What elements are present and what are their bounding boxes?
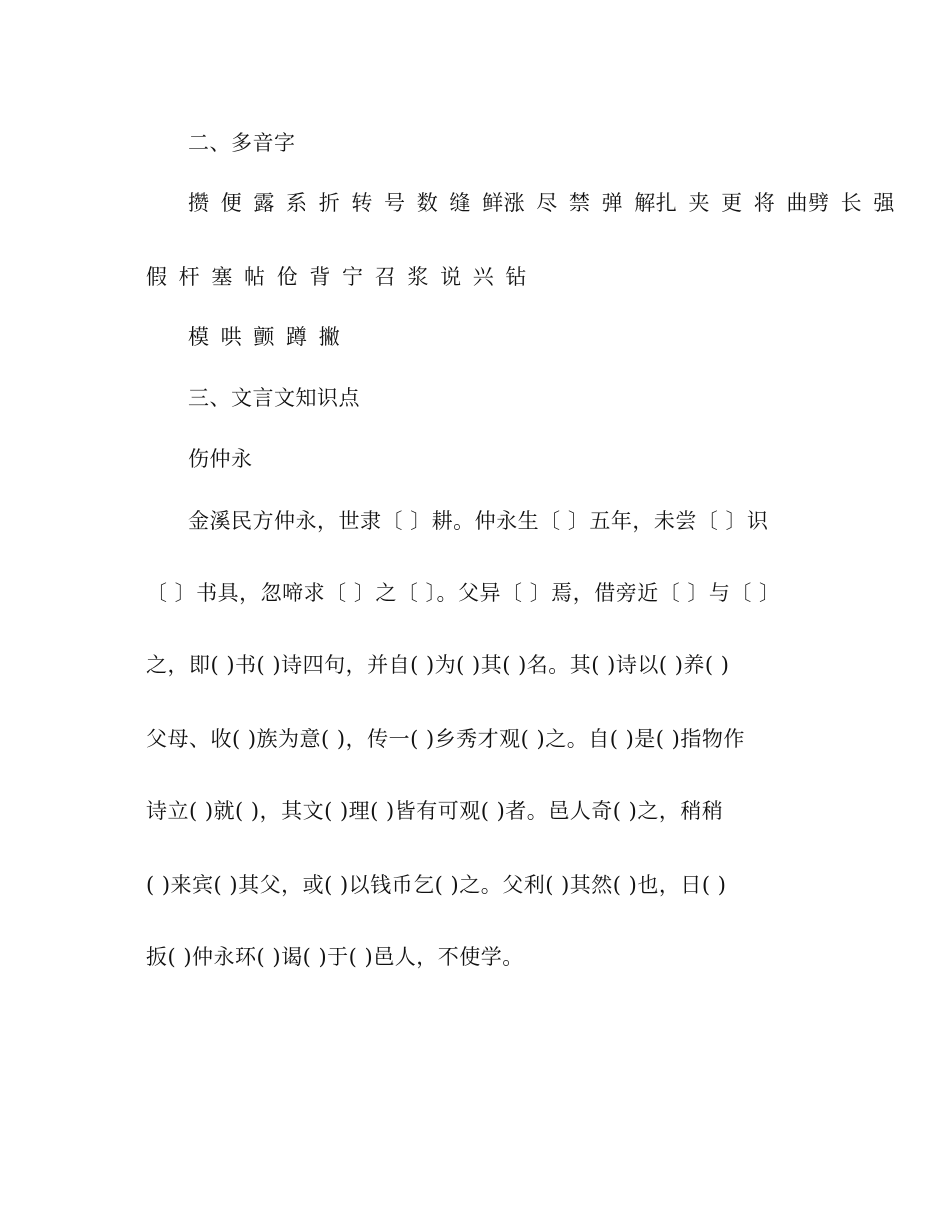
passage-line-6: ( )来宾( )其父，或( )以钱币乞( )之。父利( )其然( )也，日( )	[146, 873, 727, 897]
polyphonic-chars-line-3: 模 哄 颤 蹲 撇	[188, 325, 341, 349]
passage-line-4: 父母、收( )族为意( )，传一( )乡秀才观( )之。自( )是( )指物作	[146, 727, 745, 751]
passage-line-1: 金溪民方仲永，世隶〔 〕耕。仲永生〔 〕五年，未尝〔 〕识	[188, 509, 769, 533]
passage-line-3: 之，即( )书( )诗四句，并自( )为( )其( )名。其( )诗以( )养( )	[146, 653, 730, 677]
passage-line-5: 诗立( )就( )，其文( )理( )皆有可观( )者。邑人奇( )之，稍稍	[146, 799, 724, 823]
passage-line-7: 扳( )仲永环( )谒( )于( )邑人，不使学。	[146, 945, 524, 969]
passage-line-2: 〔 〕书具，忽啼求〔 〕之〔 〕。父异〔 〕焉，借旁近〔 〕与〔 〕	[146, 581, 781, 605]
passage-title: 伤仲永	[188, 447, 253, 471]
polyphonic-chars-line-1: 攒 便 露 系 折 转 号 数 缝 鲜涨 尽 禁 弹 解扎 夹 更 将 曲劈 长 强	[188, 191, 895, 215]
polyphonic-chars-line-2: 假 杆 塞 帖 伧 背 宁 召 浆 说 兴 钻	[146, 265, 527, 289]
classical-heading: 三、文言文知识点	[188, 386, 360, 410]
polyphonic-heading: 二、多音字	[188, 131, 296, 155]
